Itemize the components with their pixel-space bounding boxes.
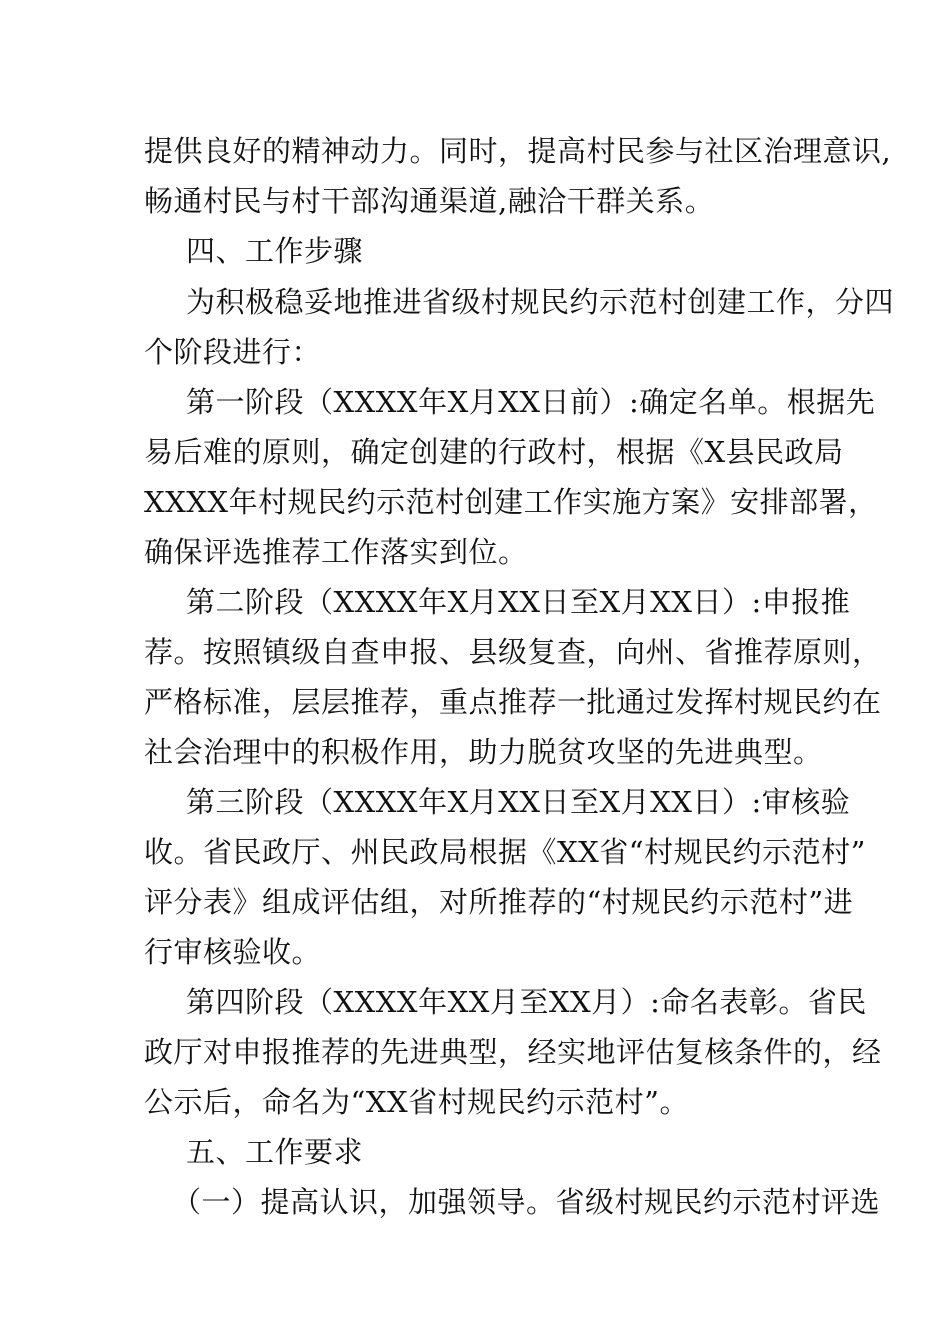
- section-heading: 五、工作要求: [186, 1135, 364, 1169]
- text-line: 严格标准，层层推荐，重点推荐一批通过发挥村规民约在: [144, 685, 882, 719]
- text-line: 政厅对申报推荐的先进典型，经实地评估复核条件的，经: [144, 1035, 882, 1069]
- text-line: 收。省民政厅、州民政局根据《XX省“村规民约示范村”: [144, 835, 866, 869]
- text-line: 公示后，命名为“XX省村规民约示范村”。: [144, 1085, 689, 1119]
- text-line: 个阶段进行：: [144, 335, 322, 369]
- text-line: 畅通村民与村干部沟通渠道,融洽干群关系。: [144, 184, 715, 218]
- text-line: 第一阶段（XXXX年X月XX日前）:确定名单。根据先: [186, 385, 876, 419]
- text-line: 易后难的原则，确定创建的行政村，根据《X县民政局: [144, 435, 844, 469]
- text-line: 确保评选推荐工作落实到位。: [144, 535, 528, 569]
- text-line: 第三阶段（XXXX年X月XX日至X月XX日）:审核验: [186, 785, 851, 819]
- text-line: XXXX年村规民约示范村创建工作实施方案》安排部署，: [144, 485, 878, 519]
- text-line: 第四阶段（XXXX年XX月至XX月）:命名表彰。省民: [186, 985, 867, 1019]
- text-line: 荐。按照镇级自查申报、县级复查，向州、省推荐原则，: [144, 635, 882, 669]
- text-line: 评分表》组成评估组，对所推荐的“村规民约示范村”进: [144, 885, 854, 919]
- text-line: （一）提高认识，加强领导。省级村规民约示范村评选: [172, 1185, 881, 1219]
- text-line: 行审核验收。: [144, 935, 322, 969]
- text-line: 为积极稳妥地推进省级村规民约示范村创建工作，分四: [186, 285, 895, 319]
- text-line: 提供良好的精神动力。同时，提高村民参与社区治理意识,: [144, 134, 892, 168]
- section-heading: 四、工作步骤: [186, 234, 364, 268]
- text-line: 社会治理中的积极作用，助力脱贫攻坚的先进典型。: [144, 735, 823, 769]
- text-line: 第二阶段（XXXX年X月XX日至X月XX日）:申报推: [186, 585, 851, 619]
